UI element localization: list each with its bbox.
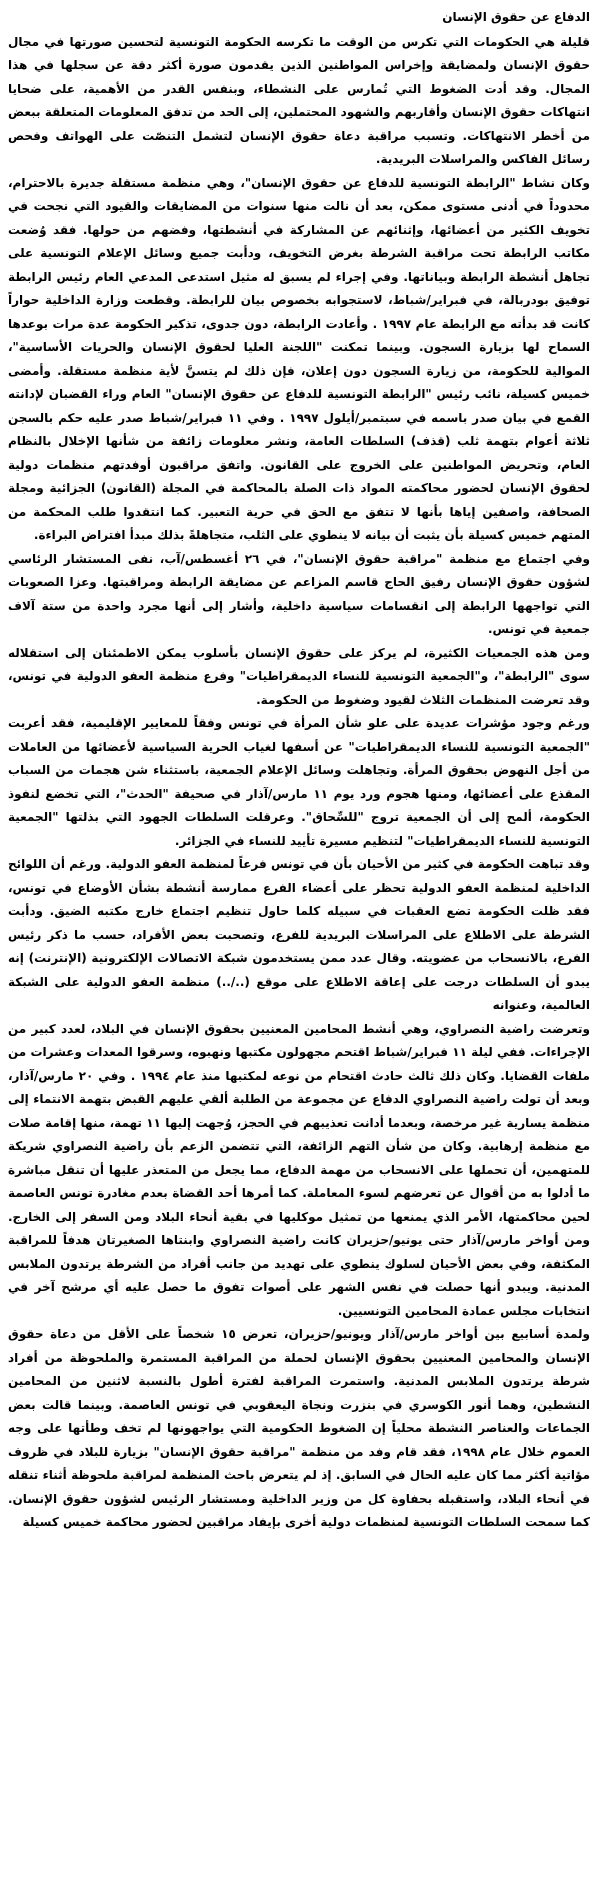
- paragraph-hrw-meeting: وفي اجتماع مع منظمة "مراقبة حقوق الإنسان"، في ٢٦ أغسطس/آب، نفى المستشار الرئاسي لشؤون حقوق الإنسان رفيق الحاج قاسم المزاعم عن مضايقة الرابطة ومراقبتها. وعزا الصعوبات التي تواجهها الرابطة إلى انقسامات سياسية داخلية، وأشار إلى أنها مجرد واحدة من ستة آلاف جمعية في تونس.: [8, 551, 591, 636]
- paragraph-intro: قليلة هي الحكومات التي تكرس من الوقت ما تكرسه الحكومة التونسية لتحسين صورتها في مجال حقوق الإنسان ولمضايقة وإخراس المواطنين الذين يقدمون صورة أكثر دقة عن سجلها في هذا المجال. وقد أدت الضغوط التي تُمارس على النشطاء، وبنفس القدر من الأهمية، على ضحايا انتهاكات حقوق الإنسان وأقاربهم والشهود المحتملين، إلى الحد من تدفق المعلومات المتعلقة ببعض من أخطر الانتهاكات. وتسبب مراقبة دعاة حقوق الإنسان لتشمل التنصّت على الهواتف وفحص رسائل الفاكس والمراسلات البريدية.: [8, 34, 590, 166]
- section-heading: الدفاع عن حقوق الإنسان: [442, 10, 590, 24]
- paragraph-league-activity: وكان نشاط "الرابطة التونسية للدفاع عن حقوق الإنسان"، وهي منظمة مستقلة جديرة بالاحترام، محدوداً في أدنى مستوى ممكن، بعد أن نالت منها سنوات من المضايقات والقيود التي نجحت في تخويف الكثير من أعضائها، وإثنائهم عن المشاركة في أنشطتها، وفضهم من حولها. فقد وُضعت مكاتب الرابطة تحت مراقبة الشرطة بغرض التخويف، ودأبت جميع وسائل الإعلام التونسية على تجاهل أنشطة الرابطة وبياناتها. وفي إجراء لم يسبق له مثيل استدعى المدعي العام رئيس الرابطة توفيق بودربالة، في فبراير/شباط، لاستجوابه بخصوص بيان للرابطة. وقطعت وزارة الداخلية حواراً كانت قد بدأته مع الرابطة عام ١٩٩٧ . وأعادت الرابطة، دون جدوى، تذكير الحكومة عدة مرات بوعدها السماح لها بزيارة السجون. وبينما تمكنت "اللجنة العليا لحقوق الإنسان والحريات الأساسية"، الموالية للحكومة، من زيارة السجون دون إعلان، فإن ذلك لم يتسنَّ لأية منظمة مستقلة. وأمضى خميس كسيلة، نائب رئيس "الرابطة التونسية للدفاع عن حقوق الإنسان" العام وراء القضبان لإدانته القمع في بيان صدر باسمه في سبتمبر/أيلول ١٩٩٧ . وفي ١١ فبراير/شباط صدر عليه حكم بالسجن ثلاثة أعوام بتهمة ثلب (قذف) السلطات العامة، ونشر معلومات زائفة من شأنها الإخلال بالنظام العام، وتحريض المواطنين على الخروج على القانون. واتفق مراقبون أوفدتهم منظمات دولية لحقوق الإنسان لحضور محاكمته المواد ذات الصلة بالمحاكمة في المجلة (القانون) الجزائية ومجلة الصحافة، واصفين إياها بأنها لا تتفق مع الحق في حرية التعبير. كما انتقدوا طلب المحكمة من المتهم خميس كسيلة بأن يثبت أن بيانه لا ينطوي على الثلب، متجاهلةً بذلك مبدأ افتراض البراءة.: [8, 175, 590, 542]
- paragraph-amnesty-branch: وقد تباهت الحكومة في كثير من الأحيان بأن في تونس فرعاً لمنظمة العفو الدولية. ورغم أن اللوائح الداخلية لمنظمة العفو الدولية تحظر على أعضاء الفرع ممارسة أنشطة بشأن الأوضاع في تونس، فقد ظلت الحكومة تضع العقبات في سبيله كلما حاول تنظيم اجتماع خارج مكتبه الضيق. ودأبت الشرطة على الاطلاع على المراسلات البريدية للفرع، وتصحبت بعض الأفراد، حسب ما ذكر رئيس الفرع، بالانسحاب من عضويته. وقال عدد ممن يستخدمون شبكة الاتصالات الإلكترونية (الإنترنت) إنه يبدو أن السلطات درجت على إعاقة الاطلاع على موقع (../..) منظمة العفو الدولية على الشبكة العالمية، وعنوانه: [8, 857, 590, 1012]
- paragraph-radhia-nasraoui: وتعرضت راضية النصراوي، وهي أنشط المحامين المعنيين بحقوق الإنسان في البلاد، لعدد كبير من الإجراءات. ففي ليلة ١١ فبراير/شباط اقتحم مجهولون مكتبها ونهبوه، وسرقوا المعدات وعشرات من ملفات القضايا. وكان ذلك ثالث حادث اقتحام من نوعه لمكتبها منذ عام ١٩٩٤ . وفي ٢٠ مارس/آذار، وبعد أن تولت راضية النصراوي الدفاع عن مجموعة من الطلبة ألقي عليهم القبض بتهمة الانتماء إلى منظمة يسارية غير مرخصة، وبعدما أدانت تعذيبهم في الحجز، وُجهت إليها ١١ تهمة، منها إقامة صلات مع منظمة إرهابية. وكان من شأن التهم الزائفة، التي تتضمن الزعم بأن راضية النصراوي شريكة للمتهمين، أن تحملها على الانسحاب من مهمة الدفاع، مما يجعل من المتعذر عليها أن تنقل مباشرة ما أدلوا به من أقوال عن تعرضهم لسوء المعاملة. كما أمرها أحد القضاة بعدم مغادرة تونس العاصمة لحين محاكمتها، الأمر الذي يمنعها من تمثيل موكليها في بقية أنحاء البلاد ومن السفر إلى الخارج. ومن أواخر مارس/آذار حتى يونيو/حزيران كانت راضية النصراوي وابنتاها الصغيرتان هدفاً للمراقبة المكثفة، وفي بعض الأحيان لسلوك ينطوي على تهديد من جانب أفراد من الشرطة يرتدون الملابس المدنية. ويبدو أنها حصلت في نفس الشهر على أصوات تفوق ما حصل عليه أي مرشح آخر في انتخابات مجلس عمادة المحامين التونسيين.: [8, 1021, 590, 1318]
- paragraph-democratic-women: ورغم وجود مؤشرات عديدة على علو شأن المرأة في تونس وفقاً للمعايير الإقليمية، فقد أعربت "الجمعية التونسية للنساء الديمقراطيات" عن أسفها لغياب الحرية السياسية لأعضائها من العاملات من أجل النهوض بحقوق المرأة. وتجاهلت وسائل الإعلام الجمعية، باستثناء شن هجمات من السباب المقذع على أعضائها، ومنها هجوم ورد يوم ١١ مارس/آذار في صحيفة "الحدث"، التي تخضع لنفوذ الحكومة، ألمح إلى أن الجمعية تروج "للسِّحاق". وعرقلت السلطات الجهود التي بذلتها "الجمعية التونسية للنساء الديمقراطيات" لتنظيم مسيرة تأييد للنساء في الجزائر.: [8, 716, 590, 848]
- paragraph-independent-associations: ومن هذه الجمعيات الكثيرة، لم يركز على حقوق الإنسان بأسلوب يمكن الاطمئنان إلى استقلاله سوى "الرابطة"، و"الجمعية التونسية للنساء الديمقراطيات" وفرع منظمة العفو الدولية في تونس، وقد تعرضت المنظمات الثلاث لقيود وضغوط من الحكومة.: [8, 645, 590, 707]
- paragraph-surveillance: ولمدة أسابيع بين أواخر مارس/آذار ويونيو/حزيران، تعرض ١٥ شخصاً على الأقل من دعاة حقوق الإنسان والمحامين المعنيين بحقوق الإنسان لحملة من المراقبة المستمرة والملحوظة من أفراد شرطة يرتدون الملابس المدنية. واستمرت المراقبة لفترة أطول بالنسبة لاثنين من المحامين النشطين، وهما أنور الكوسري في بنزرت ونجاة اليعقوبي في تونس العاصمة. وبينما قالت بعض الجماعات والعناصر النشطة محلياً إن الضغوط الحكومية التي يواجهونها لم تخف وطأتها على وجه العموم خلال عام ١٩٩٨، فقد قام وفد من منظمة "مراقبة حقوق الإنسان" بزيارة للبلاد في ظروف مؤاتية أكثر مما كان عليه الحال في السابق. إذ لم يتعرض باحث المنظمة لمراقبة ملحوظة أثناء تنقله في أنحاء البلاد، واستقبله بحفاوة كل من وزير الداخلية ومستشار الرئيس لشؤون حقوق الإنسان. كما سمحت السلطات التونسية لمنظمات دولية أخرى بإيفاد مراقبين لحضور محاكمة خميس كسيلة: [8, 1327, 590, 1529]
